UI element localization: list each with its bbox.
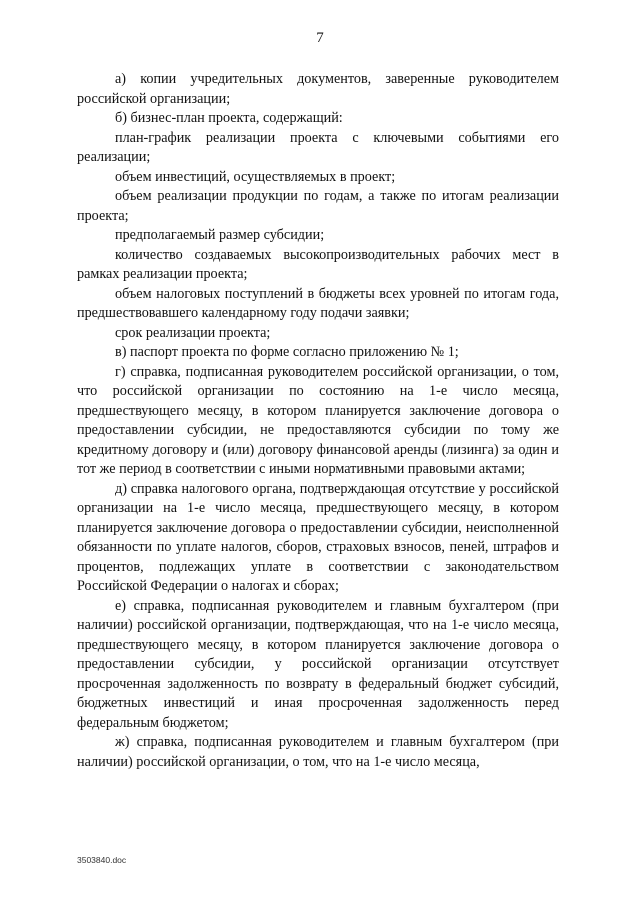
paragraph-a: а) копии учредительных документов, заверенные руководителем российской организации; xyxy=(77,71,559,107)
paragraph-b: б) бизнес-план проекта, содержащий: xyxy=(115,110,343,126)
paragraph-b-item-5: количество создаваемых высокопроизводительных рабочих мест в рамках реализации проекта; xyxy=(77,246,559,282)
paragraph-b-item-2: объем инвестиций, осуществляемых в проект; xyxy=(115,168,396,185)
paragraph-zh: ж) справка, подписанная руководителем и главным бухгалтером (при наличии) российской организации, о том, что на 1-е число месяца, xyxy=(77,734,559,770)
page-number: 7 xyxy=(316,30,324,46)
paragraph-v: в) паспорт проекта по форме согласно приложению № 1; xyxy=(115,344,459,360)
paragraph-b-item-1: план-график реализации проекта с ключевыми событиями его реализации; xyxy=(77,129,559,165)
paragraph-b-item-4: предполагаемый размер субсидии; xyxy=(115,227,325,243)
paragraph-b-item-6: объем налоговых поступлений в бюджеты всех уровней по итогам года, предшествовавшего календарному году подачи заявки; xyxy=(77,285,559,321)
paragraph-b-item-3: объем реализации продукции по годам, а также по итогам реализации проекта; xyxy=(77,188,559,224)
paragraph-b-item-7: срок реализации проекта; xyxy=(115,324,271,341)
footer-filename: 3503840.doc xyxy=(77,855,127,865)
paragraph-g: г) справка, подписанная руководителем российской организации, о том, что российской организации по состоянию на 1-е число месяца, предшествующего месяцу, в котором планируется заключение договора о предоставлении субсидии, не предоставляются субсидии по тому же кредитному договору и (или) договору финансовой аренды (лизинга) за один и тот же период в соответствии с иными нормативными правовыми актами; xyxy=(77,363,559,477)
paragraph-d: д) справка налогового органа, подтверждающая отсутствие у российской организации на 1-е число месяца, предшествующего месяцу, в котором планируется заключение договора о предоставлении субсидии, неисполненной обязанности по уплате налогов, сборов, страховых взносов, пеней, штрафов и процентов, подлежащих уплате в соответствии с законодательством Российской Федерации о налогах и сборах; xyxy=(77,480,559,594)
paragraph-e: е) справка, подписанная руководителем и главным бухгалтером (при наличии) российской организации, подтверждающая, что на 1-е число месяца, предшествующего месяцу, в котором планируется заключение договора о предоставлении субсидии, у российской организации отсутствует просроченная задолженность по возврату в федеральный бюджет субсидий, бюджетных инвестиций и иная просроченная задолженность перед федеральным бюджетом; xyxy=(77,597,559,731)
document-body xyxy=(77,70,559,772)
